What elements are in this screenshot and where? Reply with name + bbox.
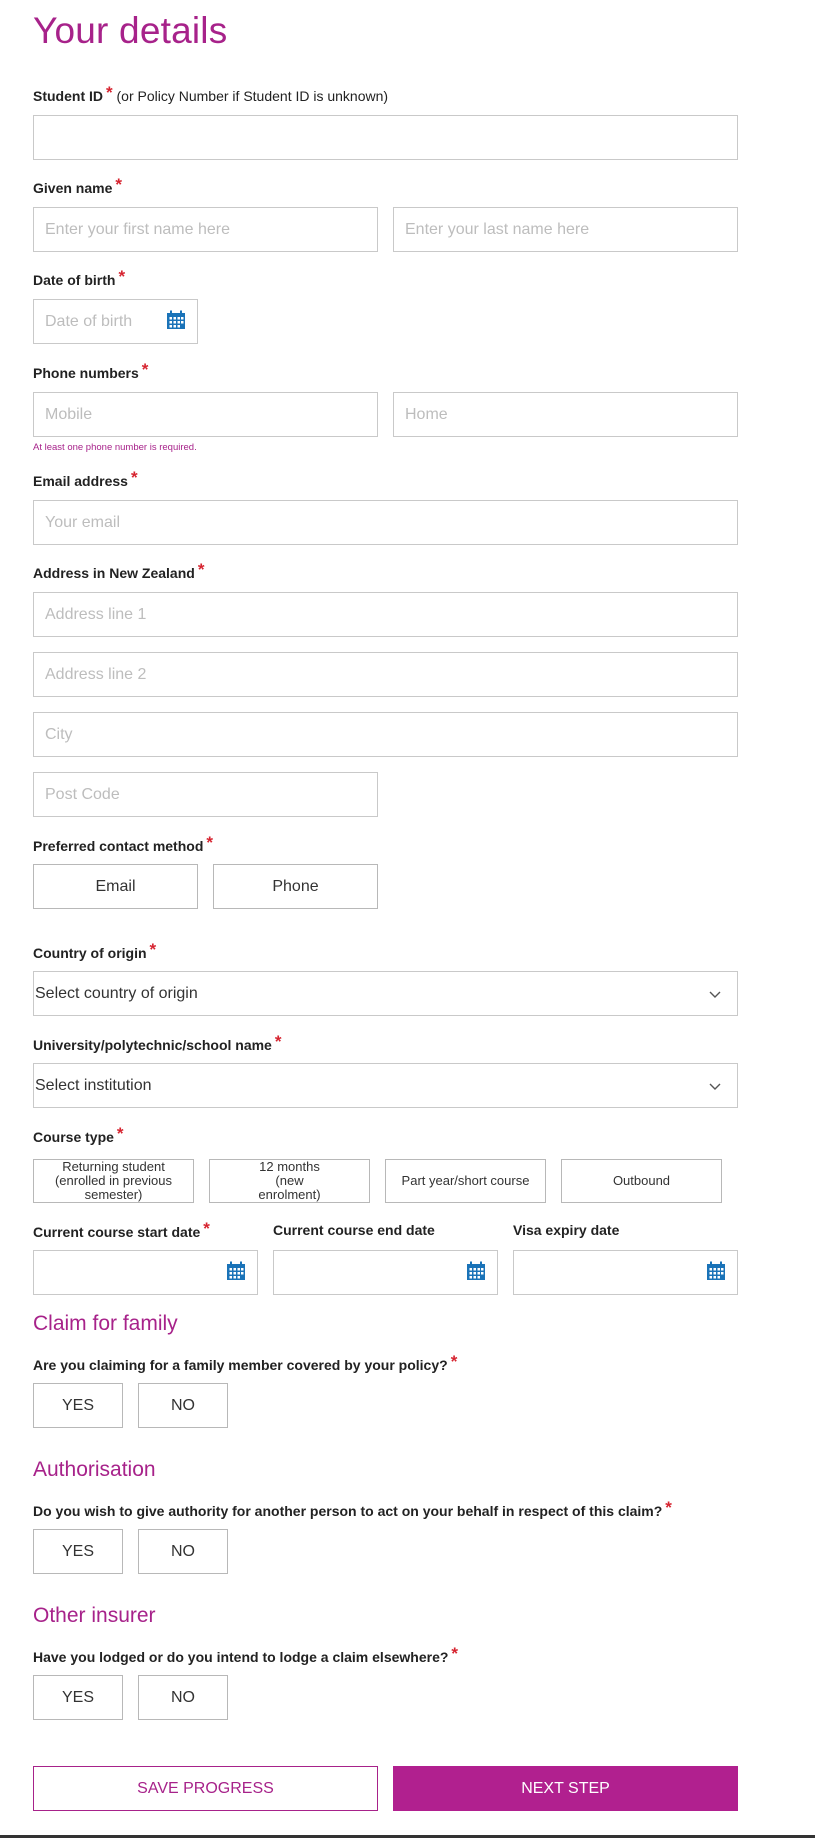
institution-label: University/polytechnic/school name * [33, 1032, 282, 1053]
other-insurer-heading: Other insurer [33, 1604, 156, 1627]
course-start-date-input[interactable] [33, 1250, 258, 1295]
contact-method-label: Preferred contact method * [33, 833, 213, 854]
required-marker: * [451, 1644, 459, 1663]
dob-label: Date of birth * [33, 267, 126, 288]
family-heading: Claim for family [33, 1312, 178, 1335]
authorisation-question: Do you wish to give authority for another person to act on your behalf in respect of this claim? * [33, 1498, 672, 1519]
last-name-input[interactable] [393, 207, 738, 252]
course-type-part-year-button[interactable]: Part year/short course [385, 1159, 546, 1203]
course-end-date-input[interactable] [273, 1250, 498, 1295]
page-title: Your details [33, 10, 228, 51]
family-no-button[interactable]: NO [138, 1383, 228, 1428]
phone-error-message: At least one phone number is required. [33, 442, 197, 453]
address-label: Address in New Zealand * [33, 560, 205, 581]
other-insurer-yes-button[interactable]: YES [33, 1675, 123, 1720]
institution-select[interactable] [33, 1063, 738, 1108]
phone-label: Phone numbers * [33, 360, 149, 381]
required-marker: * [118, 267, 126, 286]
visa-expiry-label: Visa expiry date [513, 1222, 620, 1238]
family-yes-button[interactable]: YES [33, 1383, 123, 1428]
required-marker: * [665, 1498, 672, 1517]
required-marker: * [141, 360, 149, 379]
country-select-value: Select country of origin [35, 984, 198, 1002]
mobile-input[interactable] [33, 392, 378, 437]
course-end-label: Current course end date [273, 1222, 435, 1238]
required-marker: * [115, 175, 122, 194]
other-insurer-question: Have you lodged or do you intend to lodge a claim elsewhere? * [33, 1644, 459, 1665]
student-id-label: Student ID * (or Policy Number if Student ID is unknown) [33, 83, 389, 104]
course-type-outbound-button[interactable]: Outbound [561, 1159, 722, 1203]
course-start-label: Current course start date * [33, 1219, 210, 1240]
required-marker: * [149, 940, 157, 959]
chevron-down-icon [709, 1080, 721, 1092]
institution-select-value: Select institution [35, 1076, 152, 1094]
next-step-button[interactable]: NEXT STEP [393, 1766, 738, 1811]
authorisation-yes-button[interactable]: YES [33, 1529, 123, 1574]
required-marker: * [106, 83, 113, 102]
visa-expiry-date-input[interactable] [513, 1250, 738, 1295]
required-marker: * [206, 833, 213, 852]
other-insurer-no-button[interactable]: NO [138, 1675, 228, 1720]
student-id-input[interactable] [33, 115, 738, 160]
required-marker: * [203, 1219, 210, 1238]
email-label: Email address * [33, 468, 138, 489]
course-type-returning-button[interactable]: Returning student (enrolled in previous semester) [33, 1159, 194, 1203]
given-name-label: Given name * [33, 175, 122, 196]
required-marker: * [274, 1032, 282, 1051]
required-marker: * [197, 560, 205, 579]
email-input[interactable] [33, 500, 738, 545]
course-type-12-months-button[interactable]: 12 months (new enrolment) [209, 1159, 370, 1203]
required-marker: * [116, 1124, 124, 1143]
postcode-input[interactable] [33, 772, 378, 817]
authorisation-no-button[interactable]: NO [138, 1529, 228, 1574]
country-label: Country of origin * [33, 940, 157, 961]
required-marker: * [450, 1352, 458, 1371]
first-name-input[interactable] [33, 207, 378, 252]
calendar-icon[interactable] [466, 1261, 486, 1281]
calendar-icon[interactable] [166, 310, 186, 330]
city-input[interactable] [33, 712, 738, 757]
required-marker: * [130, 468, 138, 487]
contact-email-button[interactable]: Email [33, 864, 198, 909]
course-type-label: Course type * [33, 1124, 124, 1145]
authorisation-heading: Authorisation [33, 1458, 156, 1481]
home-phone-input[interactable] [393, 392, 738, 437]
family-question: Are you claiming for a family member covered by your policy? * [33, 1352, 458, 1373]
calendar-icon[interactable] [226, 1261, 246, 1281]
address-line1-input[interactable] [33, 592, 738, 637]
calendar-icon[interactable] [706, 1261, 726, 1281]
contact-phone-button[interactable]: Phone [213, 864, 378, 909]
country-select[interactable] [33, 971, 738, 1016]
address-line2-input[interactable] [33, 652, 738, 697]
save-progress-button[interactable]: SAVE PROGRESS [33, 1766, 378, 1811]
chevron-down-icon [709, 988, 721, 1000]
